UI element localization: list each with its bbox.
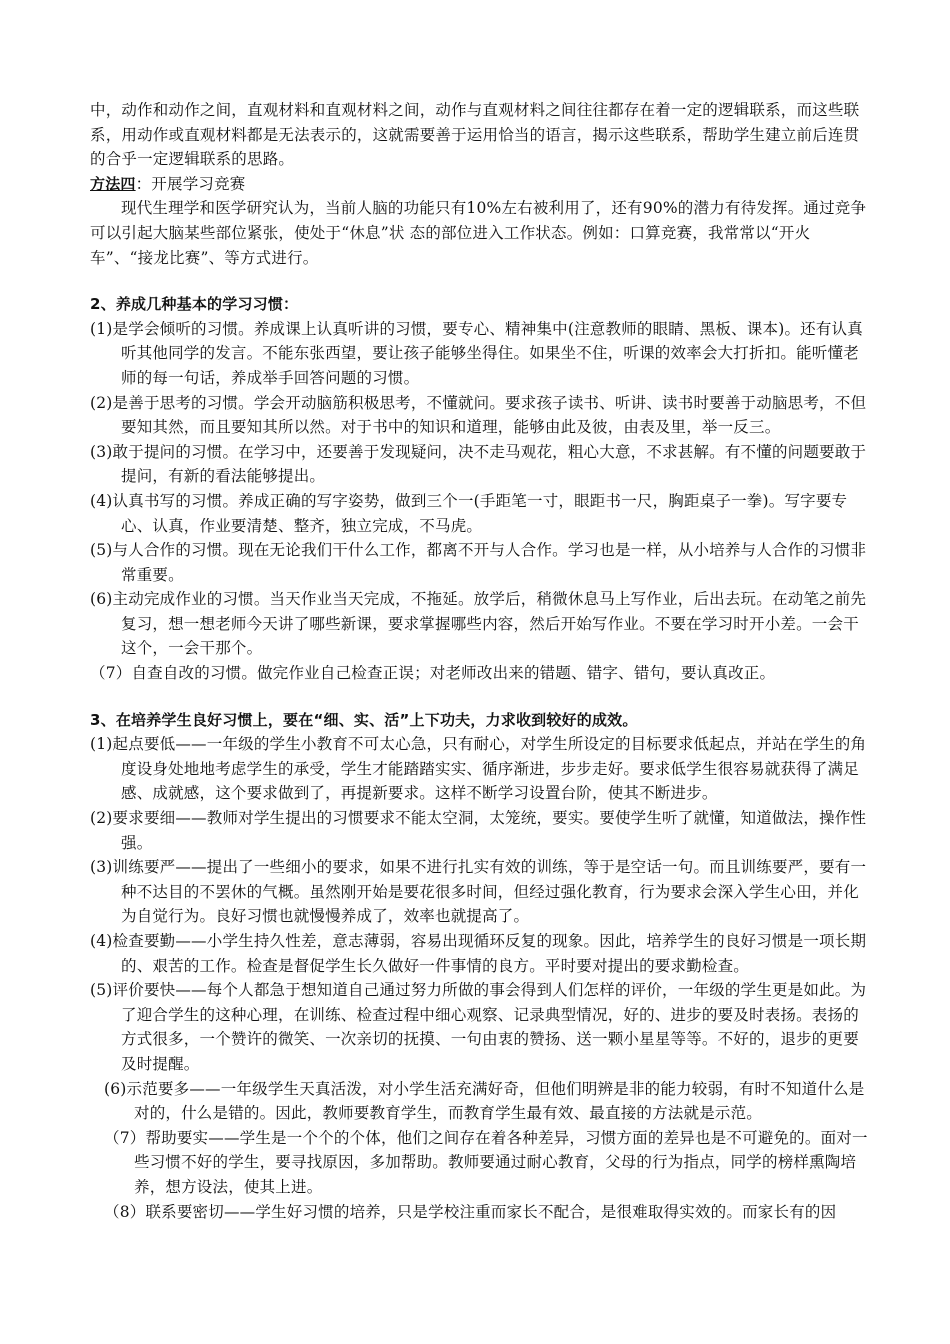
method4-heading <box>90 172 870 197</box>
section2-item-1: (1)是学会倾听的习惯。养成课上认真听讲的习惯，要专心、精神集中(注意教师的眼睛、黑板、课本)。还有认真听其他同学的发言。不能东张西望，要让孩子能够坐得住。如果坐不住，听课的效率会大打折扣。能听懂老师的每一句话，养成举手回答问题的习惯。 <box>90 319 863 387</box>
method4-label: 方法四 <box>90 174 136 193</box>
section3-item-3: (3)训练要严——提出了一些细小的要求，如果不进行扎实有效的训练，等于是空话一句。而且训练要严，要有一种不达目的不罢休的气概。虽然刚开始是要花很多时间，但经过强化教育，行为要求会深入学生心田，并化为自觉行为。良好习惯也就慢慢养成了，效率也就提高了。 <box>90 858 867 926</box>
intro-paragraph: 中，动作和动作之间，直观材料和直观材料之间，动作与直观材料之间往往都存在着一定的逻辑联系，而这些联系，用动作或直观材料都是无法表示的，这就需要善于运用恰当的语言，揭示这些联系，帮助学生建立前后连贯的合乎一定逻辑联系的思路。 <box>90 101 860 169</box>
document-body <box>90 98 870 1224</box>
section3-heading: 3、在培养学生良好习惯上，要在“细、实、活”上下功夫，力求收到较好的成效。 <box>90 710 638 729</box>
section3-item-2: (2)要求要细——教师对学生提出的习惯要求不能太空洞，太笼统，要实。要使学生听了就懂，知道做法，操作性强。 <box>90 809 867 852</box>
method4-title: ：开展学习竞赛 <box>135 174 246 193</box>
method4-body: 现代生理学和医学研究认为，当前人脑的功能只有10%左右被利用了，还有90%的潜力有待发挥。通过竞争可以引起大脑某些部位紧张，使处于“休息”状 态的部位进入工作状态。例如：口算竞赛，我常常以“开火车”、“接龙比赛”、等方式进行。 <box>90 199 867 267</box>
section3-item-5: (5)评价要快——每个人都急于想知道自己通过努力所做的事会得到人们怎样的评价，一年级的学生更是如此。为了迎合学生的这种心理，在训练、检查过程中细心观察、记录典型情况，好的、进步的要及时表扬。表扬的方式很多，一个赞许的微笑、一次亲切的抚摸、一句由衷的赞扬、送一颗小星星等等。不好的，退步的更要及时提醒。 <box>90 981 867 1073</box>
section2-item-5: (5)与人合作的习惯。现在无论我们干什么工作，都离不开与人合作。学习也是一样，从小培养与人合作的习惯非常重要。 <box>90 541 867 584</box>
section3-item-4: (4)检查要勤——小学生持久性差，意志薄弱，容易出现循环反复的现象。因此，培养学生的良好习惯是一项长期的、艰苦的工作。检查是督促学生长久做好一件事情的良方。平时要对提出的要求勤检查。 <box>90 932 867 975</box>
spacer <box>90 270 870 292</box>
section2-item-3: (3)敢于提问的习惯。在学习中，还要善于发现疑问，决不走马观花，粗心大意，不求甚解。有不懂的问题要敢于提问，有新的看法能够提出。 <box>90 442 867 486</box>
section3-item-7: （7）帮助要实——学生是一个个的个体，他们之间存在着各种差异，习惯方面的差异也是不可避免的。面对一些习惯不好的学生，要寻找原因，多加帮助。教师要通过耐心教育，父母的行为指点，同学的榜样熏陶培养，想方设法，使其上进。 <box>104 1128 868 1196</box>
section2-item-6: (6)主动完成作业的习惯。当天作业当天完成，不拖延。放学后，稍微休息马上写作业，后出去玩。在动笔之前先复习，想一想老师今天讲了哪些新课，要求掌握哪些内容，然后开始写作业。不要在学习时开小差。一会干这个，一会干那个。 <box>90 590 867 658</box>
section2-item-7: （7）自查自改的习惯。做完作业自己检查正误；对老师改出来的错题、错字、错句，要认真改正。 <box>90 664 776 683</box>
section2-item-2: (2)是善于思考的习惯。学会开动脑筋积极思考，不懂就问。要求孩子读书、听讲、读书时要善于动脑思考，不但要知其然，而且要知其所以然。对于书中的知识和道理，能够由此及彼，由表及里，举一反三。 <box>90 393 867 437</box>
section3-item-1: (1)起点要低——一年级的学生小教育不可太心急，只有耐心，对学生所设定的目标要求低起点，并站在学生的角度设身处地地考虑学生的承受，学生才能踏踏实实、循序渐进，步步走好。要求低学生很容易就获得了满足感、成就感，这个要求做到了，再提新要求。这样不断学习设置台阶，使其不断进步。 <box>90 735 867 803</box>
section3-item-6: (6)示范要多——一年级学生天真活泼，对小学生活充满好奇，但他们明辨是非的能力较弱，有时不知道什么是对的，什么是错的。因此，教师要教育学生，而教育学生最有效、最直接的方法就是示范。 <box>104 1079 865 1123</box>
section3-item-8: （8）联系要密切——学生好习惯的培养，只是学校注重而家长不配合，是很难取得实效的。而家长有的因 <box>104 1202 837 1221</box>
section2-item-4: (4)认真书写的习惯。养成正确的写字姿势，做到三个一(手距笔一寸，眼距书一尺，胸距桌子一拳)。写字要专心、认真，作业要清楚、整齐，独立完成，不马虎。 <box>90 491 848 535</box>
section2-heading: 2、养成几种基本的学习习惯： <box>90 295 299 314</box>
spacer <box>90 686 870 708</box>
